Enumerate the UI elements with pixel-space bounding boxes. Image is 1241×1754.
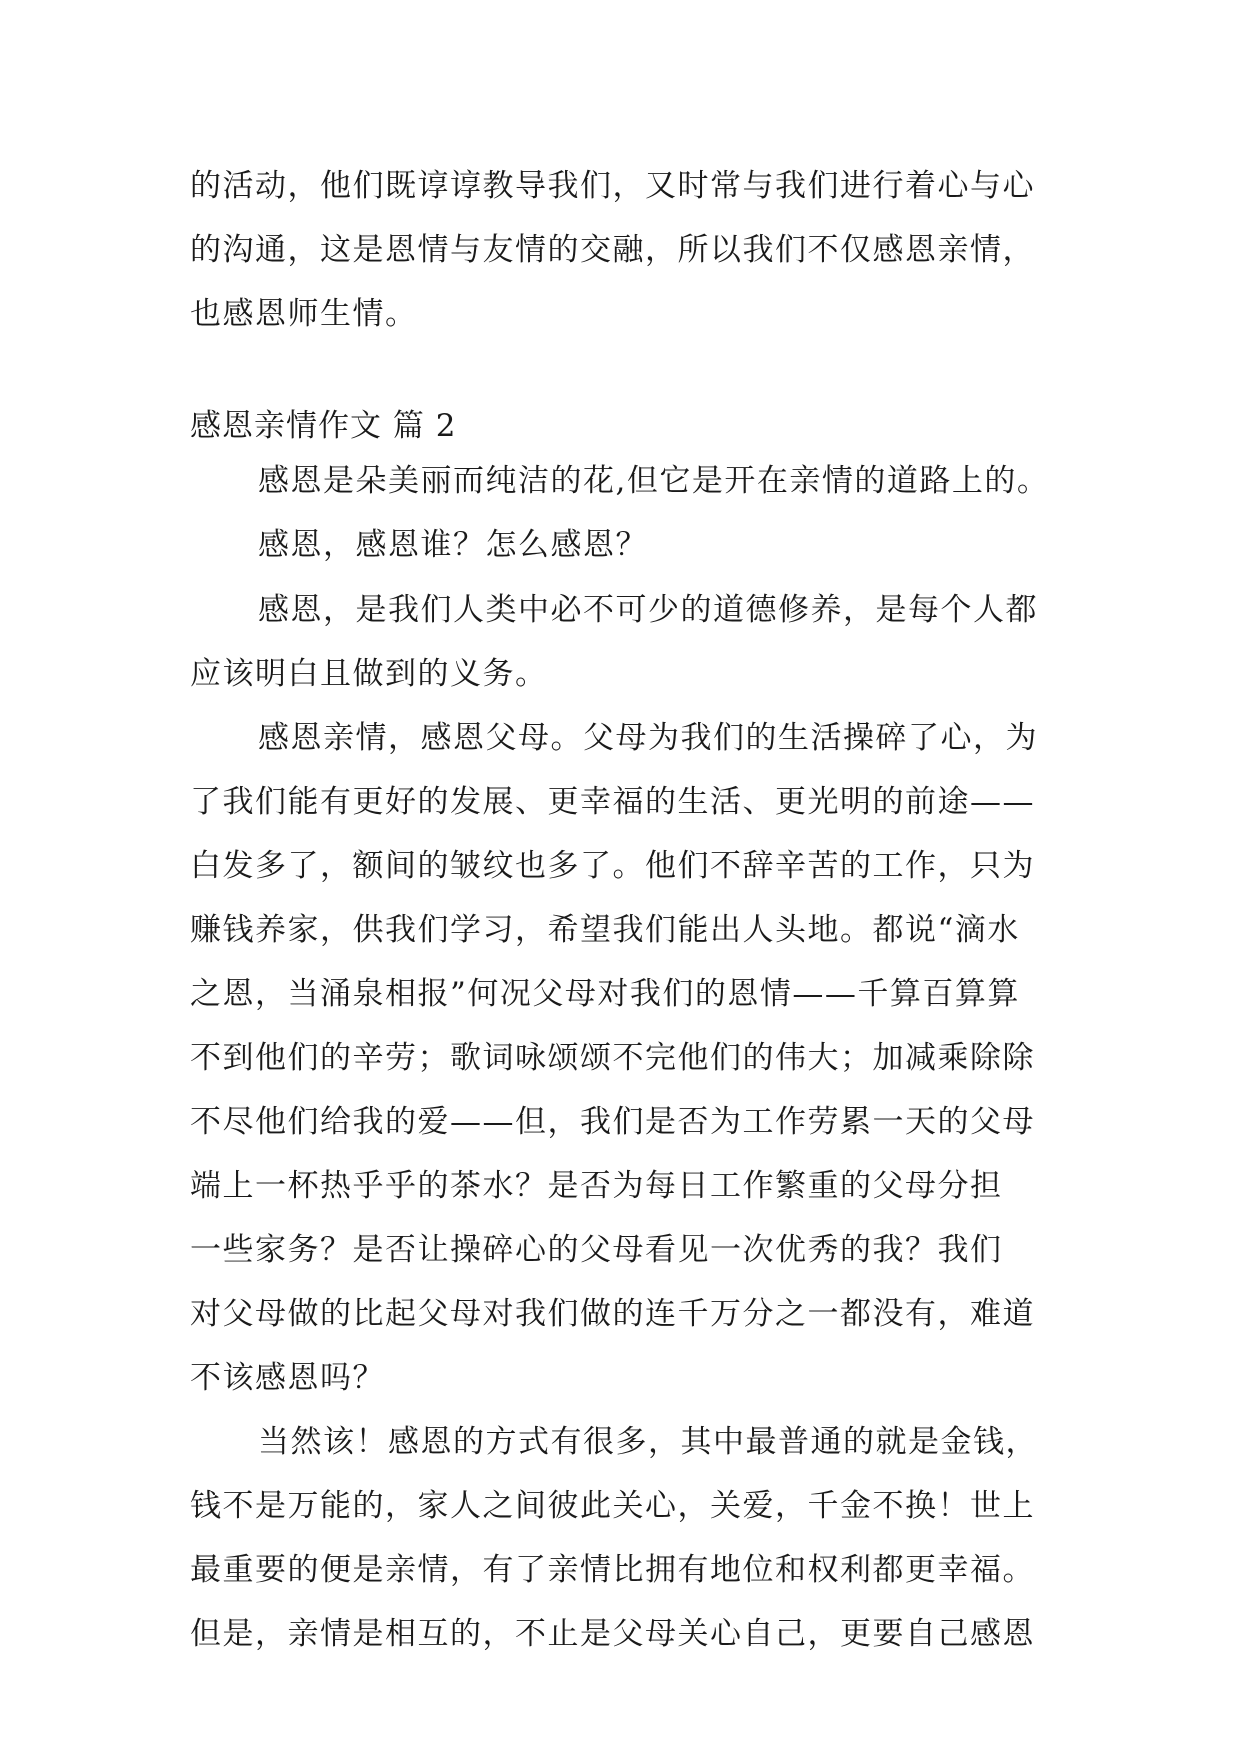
text-line: 感恩是朵美丽而纯洁的花,但它是开在亲情的道路上的。 (258, 463, 1050, 499)
text-line: 的沟通，这是恩情与友情的交融，所以我们不仅感恩亲情， (190, 232, 1035, 268)
text-line: 感恩，感恩谁？怎么感恩？ (258, 527, 648, 563)
text-line: 也感恩师生情。 (190, 296, 418, 332)
text-line: 感恩，是我们人类中必不可少的道德修养，是每个人都 (258, 592, 1038, 628)
text-line: 端上一杯热乎乎的茶水？是否为每日工作繁重的父母分担 (190, 1168, 1003, 1204)
text-line: 最重要的便是亲情，有了亲情比拥有地位和权利都更幸福。 (190, 1552, 1035, 1588)
text-line: 不该感恩吗？ (190, 1360, 385, 1396)
text-line: 感恩亲情，感恩父母。父母为我们的生活操碎了心，为 (258, 720, 1038, 756)
text-line: 一些家务？是否让操碎心的父母看见一次优秀的我？我们 (190, 1232, 1003, 1268)
text-line: 赚钱养家，供我们学习，希望我们能出人头地。都说“滴水 (190, 912, 1020, 948)
text-line: 不到他们的辛劳；歌词咏颂颂不完他们的伟大；加减乘除除 (190, 1040, 1035, 1076)
text-line: 钱不是万能的，家人之间彼此关心，关爱，千金不换！世上 (190, 1488, 1035, 1524)
text-line: 之恩，当涌泉相报”何况父母对我们的恩情——千算百算算 (190, 976, 1020, 1012)
text-line: 的活动，他们既谆谆教导我们，又时常与我们进行着心与心 (190, 168, 1035, 204)
text-line: 但是，亲情是相互的，不止是父母关心自己，更要自己感恩 (190, 1616, 1035, 1652)
text-line: 不尽他们给我的爱——但，我们是否为工作劳累一天的父母 (190, 1104, 1035, 1140)
text-line: 对父母做的比起父母对我们做的连千万分之一都没有，难道 (190, 1296, 1035, 1332)
section-heading: 感恩亲情作文 篇 2 (190, 408, 457, 444)
text-line: 了我们能有更好的发展、更幸福的生活、更光明的前途—— (190, 784, 1035, 820)
text-line: 白发多了，额间的皱纹也多了。他们不辞辛苦的工作，只为 (190, 848, 1035, 884)
text-line: 应该明白且做到的义务。 (190, 656, 548, 692)
text-line: 当然该！感恩的方式有很多，其中最普通的就是金钱， (258, 1424, 1038, 1460)
